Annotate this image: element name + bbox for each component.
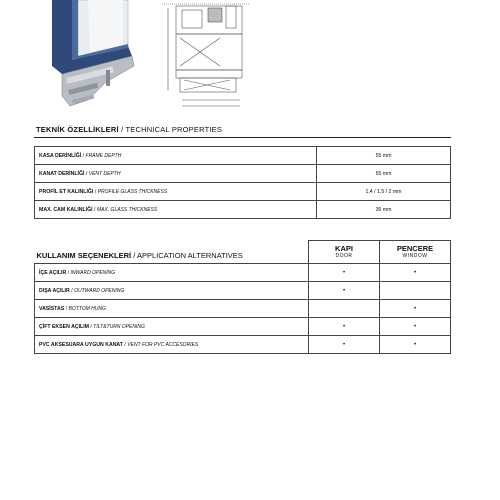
window-profile-render xyxy=(48,0,140,112)
heading-tr: TEKNİK ÖZELLİKLERİ xyxy=(36,125,119,134)
technical-properties-heading xyxy=(36,125,222,134)
application-alternatives-table xyxy=(34,240,451,354)
table-row: KASA DERİNLİĞİ / FRAME DEPTH 55 mm xyxy=(35,147,451,165)
table-row: ÇİFT EKSEN AÇILIM / TILT&TURN OPENING • • xyxy=(35,318,451,336)
technical-properties-table xyxy=(34,146,451,219)
table-row: PVC AKSESUARA UYGUN KANAT / VENT FOR PVC ACCESORIES • • xyxy=(35,336,451,354)
table-row: KANAT DERİNLİĞİ / VENT DEPTH 65 mm xyxy=(35,165,451,183)
technical-divider xyxy=(34,137,451,138)
heading-en: APPLICATION ALTERNATIVES xyxy=(136,251,243,260)
table-row: VASİSTAS / BOTTOM HUNG • xyxy=(35,300,451,318)
table-row: DIŞA AÇILIR / OUTWARD OPENING • xyxy=(35,282,451,300)
spec-value: 1,4 / 1,5 / 2 mm xyxy=(317,183,451,201)
table-row: İÇE AÇILIR / INWARD OPENING • • xyxy=(35,264,451,282)
column-door: KAPI DOOR xyxy=(309,241,380,264)
spec-value: 65 mm xyxy=(317,165,451,183)
table-row: PROFİL ET KALINLIĞI / PROFILE GLASS THICKNESS 1,4 / 1,5 / 2 mm xyxy=(35,183,451,201)
heading-separator: / xyxy=(133,251,136,260)
spec-value: 55 mm xyxy=(317,147,451,165)
profile-section-drawing xyxy=(160,0,252,110)
spec-value: 36 mm xyxy=(317,201,451,219)
table-header-row xyxy=(35,241,451,264)
table-row: MAX. CAM KALINLIĞI / MAX. GLASS THICKNESS 36 mm xyxy=(35,201,451,219)
column-window: PENCERE WINDOW xyxy=(380,241,451,264)
heading-tr: KULLANIM SEÇENEKLERİ xyxy=(36,251,132,260)
heading-separator: / xyxy=(121,125,124,134)
heading-en: TECHNICAL PROPERTIES xyxy=(125,125,223,134)
